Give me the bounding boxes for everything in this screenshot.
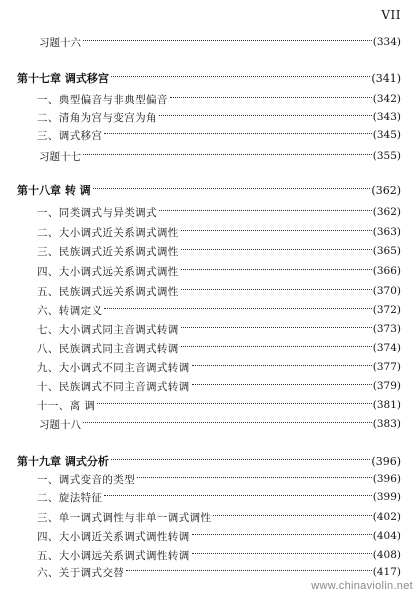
toc-section-entry bbox=[37, 320, 401, 338]
toc-entry-title: 第十七章 调式移宫 bbox=[17, 72, 109, 85]
toc-section-entry bbox=[37, 546, 401, 564]
toc-entry-page: (370) bbox=[372, 285, 401, 297]
toc-entry-title: 九、大小调式不同主音调式转调 bbox=[37, 361, 190, 374]
dot-leader bbox=[192, 534, 372, 535]
dot-leader bbox=[181, 230, 372, 231]
toc-entry-title: 六、关于调式交替 bbox=[37, 566, 125, 579]
toc-entry-title: 二、大小调式近关系调式调性 bbox=[37, 226, 179, 239]
toc-section-entry bbox=[37, 358, 401, 376]
toc-entry-title: 第十九章 调式分析 bbox=[17, 455, 109, 468]
toc-section-entry bbox=[37, 223, 401, 241]
toc-section-entry bbox=[37, 508, 401, 526]
dot-leader bbox=[192, 384, 372, 385]
dot-leader bbox=[83, 154, 372, 155]
toc-section-entry bbox=[37, 282, 401, 300]
toc-entry-page: (372) bbox=[372, 304, 401, 316]
toc-entry-title: 三、民族调式近关系调式调性 bbox=[37, 245, 179, 258]
folio-number: VII bbox=[381, 8, 401, 22]
toc-entry-page: (402) bbox=[372, 511, 401, 523]
toc-entry-title: 六、转调定义 bbox=[37, 304, 103, 317]
dot-leader bbox=[192, 553, 372, 554]
toc-section-entry bbox=[37, 262, 401, 280]
dot-leader bbox=[104, 495, 371, 496]
toc-chapter-entry bbox=[17, 452, 401, 470]
toc-section-entry bbox=[37, 242, 401, 260]
toc-exercise-entry bbox=[39, 33, 401, 51]
toc-entry-page: (341) bbox=[371, 71, 401, 85]
toc-section-entry bbox=[37, 203, 401, 221]
dot-leader bbox=[159, 115, 372, 116]
dot-leader bbox=[104, 133, 371, 134]
dot-leader bbox=[192, 365, 372, 366]
toc-entry-page: (366) bbox=[372, 265, 401, 277]
toc-entry-page: (383) bbox=[372, 418, 401, 430]
toc-entry-page: (342) bbox=[372, 93, 401, 105]
toc-entry-page: (343) bbox=[372, 111, 401, 123]
toc-entry-title: 二、旋法特征 bbox=[37, 491, 103, 504]
toc-entry-title: 四、大小调式远关系调式调性 bbox=[37, 265, 179, 278]
toc-entry-page: (379) bbox=[372, 380, 401, 392]
toc-section-entry bbox=[37, 301, 401, 319]
toc-entry-page: (345) bbox=[372, 129, 401, 141]
toc-entry-page: (334) bbox=[372, 36, 401, 48]
toc-entry-page: (365) bbox=[372, 245, 401, 257]
dot-leader bbox=[111, 76, 371, 77]
toc-section-entry bbox=[37, 527, 401, 545]
toc-section-entry bbox=[37, 470, 401, 488]
toc-entry-title: 一、同类调式与异类调式 bbox=[37, 206, 157, 219]
toc-section-entry bbox=[37, 126, 401, 144]
watermark: www.chinaviolin.net bbox=[311, 580, 413, 592]
toc-entry-page: (404) bbox=[372, 530, 401, 542]
toc-section-entry bbox=[37, 339, 401, 357]
toc-section-entry bbox=[37, 488, 401, 506]
dot-leader bbox=[137, 477, 372, 478]
dot-leader bbox=[181, 249, 372, 250]
dot-leader bbox=[181, 346, 372, 347]
dot-leader bbox=[181, 289, 372, 290]
toc-entry-title: 十一、离 调 bbox=[37, 399, 96, 412]
toc-entry-page: (396) bbox=[371, 454, 401, 468]
toc-entry-page: (396) bbox=[372, 473, 401, 485]
toc-entry-title: 第十八章 转 调 bbox=[17, 184, 91, 197]
dot-leader bbox=[97, 403, 372, 404]
toc-section-entry bbox=[37, 90, 401, 108]
toc-section-entry bbox=[37, 377, 401, 395]
dot-leader bbox=[104, 308, 371, 309]
toc-entry-title: 七、大小调式同主音调式转调 bbox=[37, 323, 179, 336]
dot-leader bbox=[170, 97, 372, 98]
toc-entry-title: 十、民族调式不同主音调式转调 bbox=[37, 380, 190, 393]
toc-section-entry bbox=[37, 396, 401, 414]
toc-entry-title: 习题十七 bbox=[39, 150, 81, 163]
dot-leader bbox=[213, 515, 371, 516]
toc-entry-title: 八、民族调式同主音调式转调 bbox=[37, 342, 179, 355]
dot-leader bbox=[181, 269, 372, 270]
toc-entry-title: 二、清角为宫与变宫为角 bbox=[37, 111, 157, 124]
toc-entry-title: 三、单一调式调性与非单一调式调性 bbox=[37, 511, 212, 524]
toc-entry-title: 三、调式移宫 bbox=[37, 129, 103, 142]
toc-entry-title: 五、民族调式远关系调式调性 bbox=[37, 285, 179, 298]
toc-entry-page: (355) bbox=[372, 150, 401, 162]
toc-entry-page: (408) bbox=[372, 549, 401, 561]
toc-entry-title: 一、调式变音的类型 bbox=[37, 473, 136, 486]
toc-entry-page: (417) bbox=[372, 566, 401, 578]
dot-leader bbox=[83, 40, 372, 41]
toc-entry-page: (362) bbox=[371, 183, 401, 197]
dot-leader bbox=[83, 422, 372, 423]
toc-entry-page: (399) bbox=[372, 491, 401, 503]
dot-leader bbox=[93, 188, 371, 189]
toc-entry-page: (373) bbox=[372, 323, 401, 335]
toc-exercise-entry bbox=[39, 415, 401, 433]
toc-entry-page: (362) bbox=[372, 206, 401, 218]
toc-entry-title: 四、大小调近关系调式调性转调 bbox=[37, 530, 190, 543]
toc-exercise-entry bbox=[39, 147, 401, 165]
toc-entry-title: 一、典型偏音与非典型偏音 bbox=[37, 93, 168, 106]
dot-leader bbox=[159, 210, 372, 211]
toc-section-entry bbox=[37, 563, 401, 581]
dot-leader bbox=[181, 327, 372, 328]
toc-entry-title: 习题十六 bbox=[39, 36, 81, 49]
dot-leader bbox=[111, 459, 371, 460]
toc-section-entry bbox=[37, 108, 401, 126]
toc-entry-page: (377) bbox=[372, 361, 401, 373]
toc-entry-page: (381) bbox=[372, 399, 401, 411]
toc-entry-page: (363) bbox=[372, 226, 401, 238]
toc-entry-page: (374) bbox=[372, 342, 401, 354]
toc-chapter-entry bbox=[17, 69, 401, 87]
toc-entry-title: 五、大小调远关系调式调性转调 bbox=[37, 549, 190, 562]
toc-entry-title: 习题十八 bbox=[39, 418, 81, 431]
toc-chapter-entry bbox=[17, 181, 401, 199]
dot-leader bbox=[126, 570, 372, 571]
